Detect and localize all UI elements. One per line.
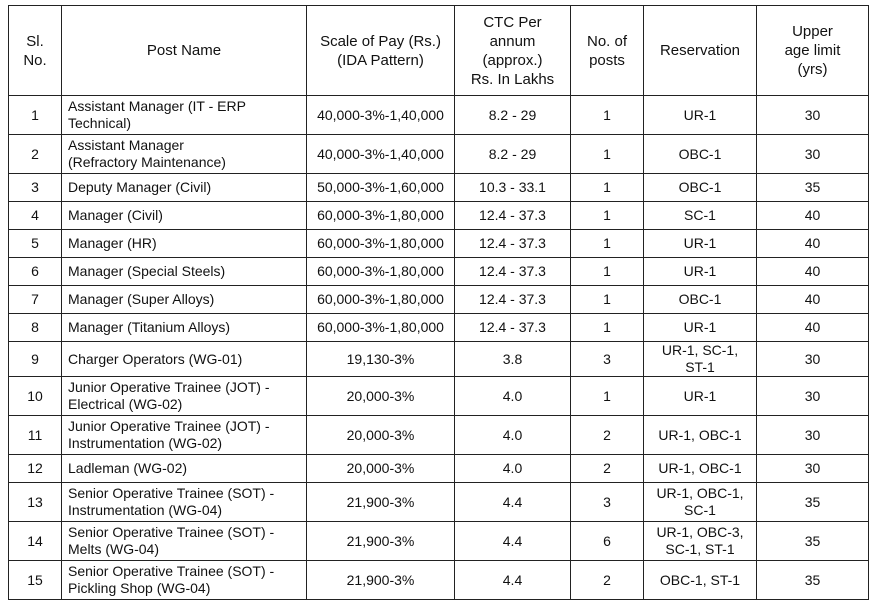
ctc-cell [455,314,571,342]
sl-no-cell-text: 12 [27,460,43,476]
header-upper-age-limit: Upper age limit (yrs) [757,6,869,96]
sl-no-cell-text: 13 [27,493,43,510]
sl-no-cell-text: 9 [31,350,39,367]
table-row [9,314,869,342]
ctc-cell [455,483,571,522]
post-name-cell-text: Junior Operative Trainee (JOT) - Instrumentation (WG-02) [68,418,270,451]
sl-no-cell [9,202,62,230]
post-name-cell-text: Manager (Civil) [68,207,163,223]
no-of-posts-cell [571,286,644,314]
table-row [9,230,869,258]
header-row [9,6,869,96]
reservation-cell-text: UR-1 [683,319,717,335]
scale-of-pay-cell [307,96,455,135]
reservation-cell [644,561,757,600]
header-ctc: CTC Per annum (approx.) Rs. In Lakhs [455,6,571,96]
upper-age-limit-cell [757,377,869,416]
reservation-cell-text: UR-1, OBC-1 [658,460,742,476]
scale-of-pay-cell-text: 60,000-3%-1,80,000 [317,319,444,335]
scale-of-pay-cell [307,377,455,416]
ctc-cell [455,377,571,416]
scale-of-pay-cell-text: 50,000-3%-1,60,000 [317,179,444,195]
vacancy-table-container [8,5,869,600]
post-name-cell [62,174,307,202]
upper-age-limit-cell-text: 35 [804,179,821,195]
post-name-cell [62,377,307,416]
upper-age-limit-cell [757,561,869,600]
upper-age-limit-cell-text: 35 [804,571,821,588]
reservation-cell [644,135,757,174]
post-name-cell [62,561,307,600]
sl-no-cell [9,314,62,342]
scale-of-pay-cell [307,455,455,483]
reservation-cell-text: UR-1 [683,106,717,123]
post-name-cell-text: Senior Operative Trainee (SOT) - Pickling Shop (WG-04) [68,563,275,596]
ctc-cell [455,522,571,561]
post-name-cell [62,455,307,483]
ctc-cell [455,202,571,230]
vacancy-table [8,5,869,600]
sl-no-cell [9,96,62,135]
no-of-posts-cell-text: 1 [603,291,611,307]
reservation-cell-text: UR-1 [683,387,717,404]
scale-of-pay-cell-text: 60,000-3%-1,80,000 [317,207,444,223]
post-name-cell-text: Manager (Special Steels) [68,263,226,279]
upper-age-limit-cell [757,314,869,342]
ctc-cell [455,174,571,202]
ctc-cell-text: 3.8 [502,350,523,367]
reservation-cell [644,483,757,522]
header-scale-of-pay: Scale of Pay (Rs.) (IDA Pattern) [307,6,455,96]
table-row [9,258,869,286]
post-name-cell-text: Charger Operators (WG-01) [68,350,243,367]
sl-no-cell-text: 14 [27,532,43,549]
sl-no-cell [9,522,62,561]
sl-no-cell [9,416,62,455]
scale-of-pay-cell-text: 21,900-3% [346,571,415,588]
reservation-cell-text: OBC-1 [678,291,722,307]
reservation-cell [644,314,757,342]
scale-of-pay-cell-text: 40,000-3%-1,40,000 [317,106,444,123]
ctc-cell [455,96,571,135]
scale-of-pay-cell-text: 20,000-3% [346,426,415,443]
ctc-cell-text: 12.4 - 37.3 [479,263,546,279]
scale-of-pay-cell [307,483,455,522]
scale-of-pay-cell-text: 40,000-3%-1,40,000 [317,145,444,162]
reservation-cell-text: UR-1, SC-1, ST-1 [661,342,739,375]
no-of-posts-cell-text: 1 [603,106,611,123]
scale-of-pay-cell [307,314,455,342]
sl-no-cell-text: 10 [27,387,43,404]
upper-age-limit-cell-text: 30 [804,145,821,162]
post-name-cell-text: Deputy Manager (Civil) [68,179,212,195]
scale-of-pay-cell-text: 20,000-3% [346,460,415,476]
table-row [9,416,869,455]
table-row [9,174,869,202]
post-name-cell [62,96,307,135]
ctc-cell-text: 4.0 [502,387,523,404]
post-name-cell-text: Senior Operative Trainee (SOT) - Instrumentation (WG-04) [68,485,275,518]
upper-age-limit-cell [757,286,869,314]
sl-no-cell-text: 2 [31,145,39,162]
no-of-posts-cell-text: 2 [603,426,611,443]
upper-age-limit-cell [757,342,869,377]
table-row [9,377,869,416]
sl-no-cell [9,135,62,174]
scale-of-pay-cell [307,202,455,230]
scale-of-pay-cell-text: 60,000-3%-1,80,000 [317,235,444,251]
header-post-name: Post Name [62,6,307,96]
post-name-cell-text: Manager (HR) [68,235,157,251]
scale-of-pay-cell [307,135,455,174]
no-of-posts-cell-text: 3 [603,350,611,367]
reservation-cell-text: UR-1, OBC-3, SC-1, ST-1 [656,524,744,557]
post-name-cell [62,202,307,230]
ctc-cell-text: 12.4 - 37.3 [479,207,546,223]
ctc-cell [455,416,571,455]
sl-no-cell [9,258,62,286]
sl-no-cell [9,230,62,258]
scale-of-pay-cell-text: 60,000-3%-1,80,000 [317,291,444,307]
scale-of-pay-cell [307,286,455,314]
ctc-cell [455,455,571,483]
post-name-cell [62,286,307,314]
table-row [9,96,869,135]
scale-of-pay-cell [307,522,455,561]
table-row [9,483,869,522]
no-of-posts-cell [571,258,644,286]
post-name-cell-text: Ladleman (WG-02) [68,460,188,476]
no-of-posts-cell-text: 1 [603,207,611,223]
no-of-posts-cell [571,342,644,377]
upper-age-limit-cell-text: 40 [804,235,821,251]
upper-age-limit-cell [757,174,869,202]
upper-age-limit-cell [757,202,869,230]
reservation-cell [644,522,757,561]
no-of-posts-cell [571,96,644,135]
no-of-posts-cell-text: 1 [603,263,611,279]
ctc-cell-text: 8.2 - 29 [488,106,537,123]
no-of-posts-cell [571,314,644,342]
sl-no-cell-text: 3 [31,179,39,195]
reservation-cell-text: UR-1 [683,263,717,279]
table-row [9,202,869,230]
sl-no-cell-text: 7 [31,291,39,307]
no-of-posts-cell-text: 1 [603,235,611,251]
post-name-cell [62,258,307,286]
sl-no-cell-text: 1 [31,106,39,123]
scale-of-pay-cell-text: 60,000-3%-1,80,000 [317,263,444,279]
reservation-cell [644,377,757,416]
sl-no-cell [9,342,62,377]
sl-no-cell-text: 4 [31,207,39,223]
scale-of-pay-cell [307,258,455,286]
reservation-cell [644,96,757,135]
upper-age-limit-cell-text: 40 [804,319,821,335]
no-of-posts-cell-text: 2 [603,571,611,588]
table-row [9,561,869,600]
reservation-cell [644,416,757,455]
ctc-cell-text: 12.4 - 37.3 [479,235,546,251]
ctc-cell [455,135,571,174]
no-of-posts-cell [571,416,644,455]
table-row [9,342,869,377]
reservation-cell-text: OBC-1 [678,179,722,195]
post-name-cell [62,314,307,342]
table-row [9,522,869,561]
upper-age-limit-cell-text: 35 [804,493,821,510]
post-name-cell-text: Manager (Titanium Alloys) [68,319,231,335]
scale-of-pay-cell-text: 21,900-3% [346,493,415,510]
no-of-posts-cell-text: 2 [603,460,611,476]
ctc-cell-text: 4.4 [502,571,523,588]
scale-of-pay-cell [307,561,455,600]
no-of-posts-cell [571,230,644,258]
post-name-cell-text: Assistant Manager (IT - ERP Technical) [68,98,246,131]
sl-no-cell-text: 6 [31,263,39,279]
no-of-posts-cell [571,483,644,522]
reservation-cell [644,342,757,377]
post-name-cell [62,230,307,258]
header-reservation: Reservation [644,6,757,96]
no-of-posts-cell [571,377,644,416]
reservation-cell [644,286,757,314]
scale-of-pay-cell [307,342,455,377]
table-body [9,96,869,600]
scale-of-pay-cell [307,230,455,258]
ctc-cell [455,230,571,258]
reservation-cell [644,455,757,483]
no-of-posts-cell [571,455,644,483]
reservation-cell [644,174,757,202]
ctc-cell [455,258,571,286]
upper-age-limit-cell [757,455,869,483]
ctc-cell-text: 10.3 - 33.1 [479,179,546,195]
scale-of-pay-cell-text: 21,900-3% [346,532,415,549]
reservation-cell [644,202,757,230]
ctc-cell-text: 4.0 [502,426,523,443]
upper-age-limit-cell-text: 35 [804,532,821,549]
sl-no-cell-text: 11 [27,426,43,443]
upper-age-limit-cell-text: 40 [804,207,821,223]
scale-of-pay-cell-text: 20,000-3% [346,387,415,404]
upper-age-limit-cell [757,96,869,135]
sl-no-cell [9,455,62,483]
upper-age-limit-cell-text: 40 [804,291,821,307]
sl-no-cell [9,377,62,416]
reservation-cell [644,230,757,258]
sl-no-cell [9,174,62,202]
ctc-cell-text: 4.4 [502,493,523,510]
post-name-cell-text: Junior Operative Trainee (JOT) - Electrical (WG-02) [68,379,270,412]
reservation-cell-text: UR-1 [683,235,717,251]
upper-age-limit-cell [757,522,869,561]
reservation-cell-text: UR-1, OBC-1 [658,426,742,443]
reservation-cell-text: OBC-1, ST-1 [659,571,741,588]
ctc-cell [455,342,571,377]
post-name-cell-text: Manager (Super Alloys) [68,291,215,307]
post-name-cell [62,416,307,455]
sl-no-cell-text: 5 [31,235,39,251]
ctc-cell-text: 4.0 [502,460,523,476]
ctc-cell-text: 8.2 - 29 [488,145,537,162]
sl-no-cell [9,483,62,522]
no-of-posts-cell [571,522,644,561]
ctc-cell [455,561,571,600]
post-name-cell [62,135,307,174]
sl-no-cell-text: 15 [27,571,43,588]
table-header [9,6,869,96]
no-of-posts-cell [571,174,644,202]
no-of-posts-cell [571,202,644,230]
sl-no-cell [9,286,62,314]
table-row [9,135,869,174]
no-of-posts-cell-text: 1 [603,387,611,404]
upper-age-limit-cell [757,483,869,522]
no-of-posts-cell [571,561,644,600]
scale-of-pay-cell [307,416,455,455]
post-name-cell-text: Assistant Manager (Refractory Maintenance) [68,137,226,170]
no-of-posts-cell-text: 3 [603,493,611,510]
no-of-posts-cell [571,135,644,174]
ctc-cell-text: 12.4 - 37.3 [479,319,546,335]
upper-age-limit-cell-text: 40 [804,263,821,279]
upper-age-limit-cell [757,416,869,455]
ctc-cell [455,286,571,314]
post-name-cell-text: Senior Operative Trainee (SOT) - Melts (WG-04) [68,524,275,557]
upper-age-limit-cell [757,258,869,286]
no-of-posts-cell-text: 1 [603,179,611,195]
upper-age-limit-cell-text: 30 [804,426,821,443]
scale-of-pay-cell [307,174,455,202]
header-no-of-posts: No. of posts [571,6,644,96]
upper-age-limit-cell-text: 30 [804,387,821,404]
table-row [9,455,869,483]
upper-age-limit-cell-text: 30 [804,350,821,367]
post-name-cell [62,483,307,522]
reservation-cell-text: SC-1 [684,207,716,223]
no-of-posts-cell-text: 1 [603,319,611,335]
sl-no-cell-text: 8 [31,319,39,335]
upper-age-limit-cell [757,230,869,258]
post-name-cell [62,522,307,561]
upper-age-limit-cell-text: 30 [804,460,821,476]
upper-age-limit-cell-text: 30 [804,106,821,123]
post-name-cell [62,342,307,377]
reservation-cell [644,258,757,286]
ctc-cell-text: 12.4 - 37.3 [479,291,546,307]
header-sl-no: Sl. No. [9,6,62,96]
no-of-posts-cell-text: 6 [603,532,611,549]
sl-no-cell [9,561,62,600]
reservation-cell-text: OBC-1 [678,145,722,162]
table-row [9,286,869,314]
reservation-cell-text: UR-1, OBC-1, SC-1 [656,485,744,518]
upper-age-limit-cell [757,135,869,174]
no-of-posts-cell-text: 1 [603,145,611,162]
scale-of-pay-cell-text: 19,130-3% [346,350,415,367]
ctc-cell-text: 4.4 [502,532,523,549]
